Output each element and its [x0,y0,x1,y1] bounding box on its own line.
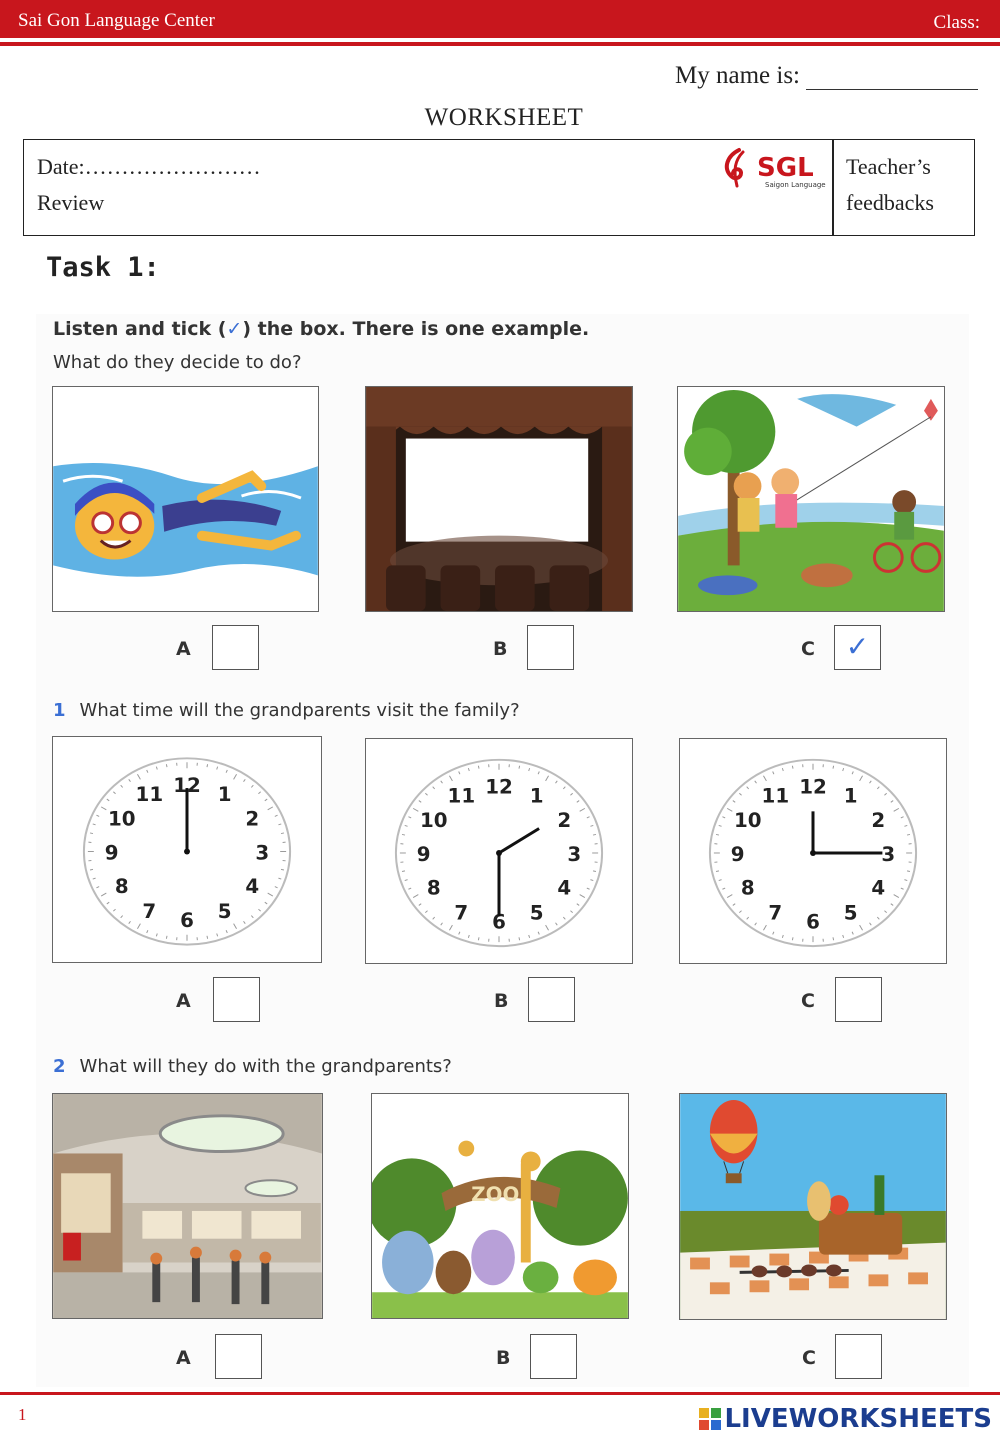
task-title: Task 1: [46,252,160,283]
option-c: C [801,990,815,1012]
liveworksheets-text: LIVEWORKSHEETS [724,1404,992,1434]
center-name: Sai Gon Language Center [18,10,215,31]
zoo-icon [371,1093,629,1319]
clock-numeral: 10 [733,809,762,833]
clock-numeral: 9 [730,842,745,866]
review-label: Review [37,190,105,215]
checkbox-q2-b[interactable] [530,1334,577,1379]
option-a: A [176,638,191,660]
page-number: 1 [18,1405,27,1424]
clock-numeral: 12 [485,775,513,799]
checkbox-q1-b[interactable] [528,977,575,1022]
checkbox-q2-c[interactable] [835,1334,882,1379]
cinema-icon [365,386,633,612]
clock-numeral: 4 [871,876,886,900]
clock-numeral: 4 [557,876,572,900]
svg-text:ZOO: ZOO [471,1183,520,1207]
logo-subtext: Saigon Language [765,181,826,189]
clock-numeral: 2 [871,809,886,833]
clock-numeral: 10 [419,809,448,833]
feedback-label-2: feedbacks [846,190,934,215]
question-2: 2 What will they do with the grandparents? [53,1056,452,1077]
clock-numeral: 5 [529,901,544,925]
clock-numeral: 11 [761,784,790,808]
question-1: 1 What time will the grandparents visit the family? [53,700,520,721]
clock-numeral: 6 [492,910,506,934]
header-divider [0,42,1000,46]
info-box [23,139,975,236]
box-separator [832,140,834,235]
instruction: Listen and tick (✓) the box. There is one example. [53,318,590,340]
liveworksheets-logo[interactable] [699,1404,992,1434]
name-label: My name is: [675,62,800,89]
option-a: A [176,990,191,1012]
clock-numeral: 6 [806,910,820,934]
clock-numeral: 8 [740,876,755,900]
clock-630-icon [365,738,633,964]
clock-numeral: 3 [881,842,896,866]
clock-numeral: 5 [217,899,232,923]
shopping-mall-icon [52,1093,323,1319]
clock-numeral: 8 [114,875,129,899]
clock-numeral: 4 [245,875,260,899]
clock-numeral: 1 [843,784,858,808]
clock-numeral: 12 [799,775,827,799]
checkbox-q1-c[interactable] [835,977,882,1022]
clock-numeral: 7 [768,901,783,925]
clock-numeral: 10 [107,807,136,831]
clock-numeral: 5 [843,901,858,925]
option-c: C [802,1347,816,1369]
clock-numeral: 3 [255,841,270,865]
clock-numeral: 12 [173,774,201,798]
clock-numeral: 11 [135,783,164,807]
clock-numeral: 9 [416,842,431,866]
clock-numeral: 3 [567,842,582,866]
clock-numeral: 1 [529,784,544,808]
name-input-line[interactable] [806,65,978,90]
option-b: B [493,638,508,660]
clock-1215-icon [679,738,947,964]
tick-mark: ✓ [845,630,870,663]
option-a: A [176,1347,191,1369]
feedback-label-1: Teacher’s [846,154,931,179]
clock-numeral: 8 [426,876,441,900]
clock-numeral: 7 [454,901,469,925]
name-field [675,62,978,90]
clock-numeral: 9 [104,841,119,865]
header-bar [0,0,1000,38]
footer-divider [0,1392,1000,1395]
logo-text: SGL [757,153,814,183]
option-c: C [801,638,815,660]
worksheet-title: WORKSHEET [424,104,584,131]
clock-numeral: 2 [557,809,572,833]
class-label: Class: [933,12,980,33]
option-b: B [494,990,509,1012]
checkbox-example-c[interactable] [834,625,881,670]
tick-symbol: ✓ [226,318,243,340]
clock-numeral: 6 [180,908,194,932]
date-label: Date:…………………… [37,154,261,179]
clock-numeral: 7 [142,899,157,923]
picnic-icon [679,1093,947,1320]
clock-numeral: 2 [245,807,260,831]
option-b: B [496,1347,511,1369]
example-question: What do they decide to do? [53,352,302,373]
clock-numeral: 1 [217,783,232,807]
park-kite-icon [677,386,945,612]
checkbox-example-b[interactable] [527,625,574,670]
checkbox-example-a[interactable] [212,625,259,670]
checkbox-q1-a[interactable] [213,977,260,1022]
swimming-icon [52,386,319,612]
sgl-logo [721,146,829,192]
liveworksheets-icon [699,1407,721,1429]
checkbox-q2-a[interactable] [215,1334,262,1379]
clock-12-icon [52,736,322,963]
clock-numeral: 11 [447,784,476,808]
